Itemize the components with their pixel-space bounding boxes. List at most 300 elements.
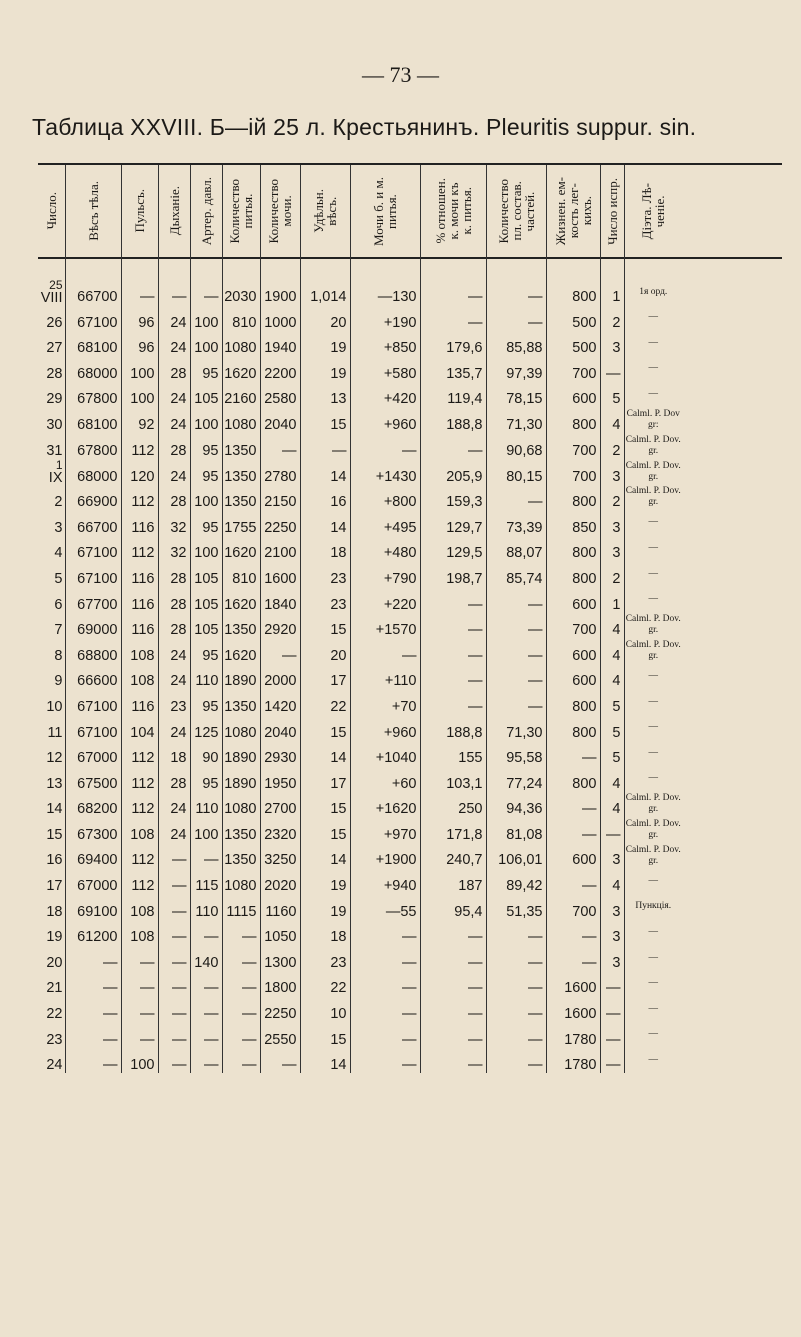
date-cell: 17	[46, 878, 63, 895]
value-cell: 1620	[222, 536, 260, 562]
value-cell: 1600	[546, 971, 600, 997]
date-cell: 1 IX	[48, 458, 63, 485]
value-cell: 24	[158, 715, 190, 741]
value-cell: 5	[600, 715, 624, 741]
table-row	[38, 945, 682, 971]
value-cell: 23	[300, 945, 350, 971]
value-cell: 28	[158, 613, 190, 639]
table-row	[38, 279, 682, 305]
table-row	[38, 382, 682, 408]
column-header-label: Количество питья.	[227, 178, 255, 244]
value-cell: 68000	[65, 356, 121, 382]
value-cell: 205,9	[420, 459, 486, 485]
value-cell: —	[222, 1048, 260, 1074]
date-cell: 6	[54, 596, 63, 613]
value-cell: 81,08	[486, 817, 546, 843]
column-header-label: Діэта. Лѣ- ченіе.	[639, 182, 668, 240]
value-cell: —	[158, 868, 190, 894]
value-cell: —	[222, 996, 260, 1022]
value-cell: 112	[121, 485, 158, 511]
value-cell: —	[350, 1022, 420, 1048]
value-cell: 96	[121, 331, 158, 357]
column-header-label: Дыханіе.	[166, 186, 182, 236]
value-cell: 106,01	[486, 843, 546, 869]
column-header-label: Пульсъ.	[132, 189, 147, 233]
value-cell: 104	[121, 715, 158, 741]
value-cell: —	[350, 1048, 420, 1074]
value-cell: +800	[350, 485, 420, 511]
value-cell: 100	[190, 485, 222, 511]
value-cell: 17	[300, 664, 350, 690]
value-cell: —	[420, 613, 486, 639]
value-cell: +1620	[350, 792, 420, 818]
value-cell: 66700	[65, 279, 121, 305]
value-cell: 100	[121, 382, 158, 408]
value-cell: 18	[158, 741, 190, 767]
date-cell: 18	[46, 903, 63, 920]
value-cell: 3	[600, 536, 624, 562]
value-cell: 67000	[65, 868, 121, 894]
value-cell: 1890	[222, 766, 260, 792]
value-cell: 3	[600, 920, 624, 946]
value-cell: 700	[546, 356, 600, 382]
value-cell: —	[350, 433, 420, 459]
value-cell: —	[158, 843, 190, 869]
column-header	[600, 165, 624, 257]
value-cell: —	[486, 485, 546, 511]
column-header	[121, 165, 158, 257]
value-cell: 85,88	[486, 331, 546, 357]
diet-treatment-cell: —	[624, 996, 682, 1022]
column-header-label: Количество мочи.	[266, 178, 294, 244]
value-cell: 4	[600, 613, 624, 639]
value-cell: —	[121, 996, 158, 1022]
table-row	[38, 1048, 682, 1074]
value-cell: 90	[190, 741, 222, 767]
table-row	[38, 868, 682, 894]
value-cell: +580	[350, 356, 420, 382]
value-cell: —	[486, 638, 546, 664]
table-row	[38, 356, 682, 382]
column-header	[65, 165, 121, 257]
table-row	[38, 996, 682, 1022]
date-cell: 31	[46, 442, 63, 459]
value-cell: 250	[420, 792, 486, 818]
value-cell: 188,8	[420, 715, 486, 741]
value-cell: 28	[158, 485, 190, 511]
value-cell: —	[420, 920, 486, 946]
value-cell: 95,4	[420, 894, 486, 920]
value-cell: —	[420, 279, 486, 305]
value-cell: 19	[300, 331, 350, 357]
diet-treatment-cell: —	[624, 356, 682, 382]
value-cell: 1080	[222, 407, 260, 433]
value-cell: 69100	[65, 894, 121, 920]
table-row	[38, 971, 682, 997]
value-cell: 1115	[222, 894, 260, 920]
column-header-label: Число.	[43, 192, 59, 230]
value-cell: +790	[350, 561, 420, 587]
value-cell: 100	[190, 536, 222, 562]
value-cell: 95	[190, 689, 222, 715]
value-cell: 2780	[260, 459, 300, 485]
value-cell: 1350	[222, 817, 260, 843]
date-cell: 27	[46, 340, 63, 357]
value-cell: 108	[121, 920, 158, 946]
value-cell: 94,36	[486, 792, 546, 818]
value-cell: 1300	[260, 945, 300, 971]
value-cell: 112	[121, 766, 158, 792]
table-row	[38, 485, 682, 511]
value-cell: 15	[300, 817, 350, 843]
column-header-label: Количество пл. состав. частей.	[495, 178, 537, 244]
value-cell: 67100	[65, 536, 121, 562]
value-cell: 800	[546, 689, 600, 715]
value-cell: 112	[121, 843, 158, 869]
value-cell: —	[65, 971, 121, 997]
value-cell: —	[546, 817, 600, 843]
value-cell: —	[546, 741, 600, 767]
page-number: — 73 —	[362, 62, 439, 87]
value-cell: 108	[121, 817, 158, 843]
diet-treatment-cell: —	[624, 587, 682, 613]
value-cell: 67500	[65, 766, 121, 792]
value-cell: 24	[158, 407, 190, 433]
column-header	[624, 165, 682, 257]
value-cell: 5	[600, 689, 624, 715]
date-cell: 22	[46, 1006, 63, 1023]
value-cell: 800	[546, 279, 600, 305]
value-cell: 108	[121, 664, 158, 690]
value-cell: 240,7	[420, 843, 486, 869]
value-cell: 16	[300, 485, 350, 511]
value-cell: 68100	[65, 407, 121, 433]
value-cell: —	[600, 1022, 624, 1048]
value-cell: +1430	[350, 459, 420, 485]
value-cell: —	[486, 305, 546, 331]
value-cell: —	[420, 664, 486, 690]
value-cell: 2250	[260, 996, 300, 1022]
value-cell: 100	[190, 305, 222, 331]
value-cell: —	[420, 433, 486, 459]
value-cell: 116	[121, 587, 158, 613]
value-cell: +420	[350, 382, 420, 408]
value-cell: 116	[121, 689, 158, 715]
value-cell: 13	[300, 382, 350, 408]
value-cell: —	[546, 945, 600, 971]
value-cell: 4	[600, 766, 624, 792]
value-cell: 600	[546, 843, 600, 869]
value-cell: —	[486, 587, 546, 613]
date-cell: 5	[54, 570, 63, 587]
value-cell: —	[420, 305, 486, 331]
column-header	[158, 165, 190, 257]
value-cell: 1350	[222, 843, 260, 869]
value-cell: 800	[546, 407, 600, 433]
value-cell: 1890	[222, 664, 260, 690]
date-cell: 23	[46, 1031, 63, 1048]
value-cell: 68800	[65, 638, 121, 664]
value-cell: 95	[190, 459, 222, 485]
value-cell: 100	[121, 1048, 158, 1074]
value-cell: 2150	[260, 485, 300, 511]
diet-treatment-cell: —	[624, 715, 682, 741]
date-cell: 11	[47, 724, 63, 741]
value-cell: 2320	[260, 817, 300, 843]
value-cell: —	[190, 1022, 222, 1048]
value-cell: 1350	[222, 433, 260, 459]
value-cell: 2700	[260, 792, 300, 818]
value-cell: 4	[600, 638, 624, 664]
table-row	[38, 587, 682, 613]
value-cell: 112	[121, 868, 158, 894]
date-cell: 28	[46, 365, 63, 382]
value-cell: —	[420, 587, 486, 613]
value-cell: 14	[300, 1048, 350, 1074]
value-cell: 66600	[65, 664, 121, 690]
value-cell: —	[121, 1022, 158, 1048]
diet-treatment-cell: —	[624, 1022, 682, 1048]
value-cell: 105	[190, 613, 222, 639]
value-cell: 1620	[222, 587, 260, 613]
value-cell: 1350	[222, 689, 260, 715]
value-cell: 1	[600, 279, 624, 305]
date-cell: 30	[46, 416, 63, 433]
value-cell: 700	[546, 459, 600, 485]
value-cell: 1840	[260, 587, 300, 613]
value-cell: 2	[600, 433, 624, 459]
value-cell: —	[600, 996, 624, 1022]
date-cell: 26	[46, 314, 63, 331]
value-cell: 15	[300, 715, 350, 741]
value-cell: 10	[300, 996, 350, 1022]
value-cell: —	[486, 1022, 546, 1048]
value-cell: —	[600, 356, 624, 382]
value-cell: 115	[190, 868, 222, 894]
value-cell: 2040	[260, 407, 300, 433]
value-cell: 2930	[260, 741, 300, 767]
value-cell: 105	[190, 382, 222, 408]
column-header	[38, 165, 65, 257]
value-cell: 19	[300, 868, 350, 894]
spacer-cell	[624, 257, 682, 279]
value-cell: 67800	[65, 382, 121, 408]
value-cell: 1620	[222, 638, 260, 664]
value-cell: —	[190, 996, 222, 1022]
value-cell: —	[350, 945, 420, 971]
value-cell: —	[65, 1048, 121, 1074]
value-cell: 112	[121, 536, 158, 562]
value-cell: 15	[300, 613, 350, 639]
value-cell: 78,15	[486, 382, 546, 408]
diet-treatment-cell: —	[624, 382, 682, 408]
value-cell: —	[300, 433, 350, 459]
value-cell: 4	[600, 407, 624, 433]
diet-treatment-cell: —	[624, 689, 682, 715]
value-cell: 68200	[65, 792, 121, 818]
value-cell: 73,39	[486, 510, 546, 536]
value-cell: 14	[300, 459, 350, 485]
value-cell: 1780	[546, 1048, 600, 1074]
value-cell: 23	[300, 561, 350, 587]
table-row	[38, 510, 682, 536]
value-cell: 24	[158, 792, 190, 818]
diet-treatment-cell: —	[624, 766, 682, 792]
table-row	[38, 843, 682, 869]
date-cell: 14	[46, 801, 63, 818]
value-cell: 96	[121, 305, 158, 331]
value-cell: —	[260, 638, 300, 664]
spacer-cell	[158, 257, 190, 279]
value-cell: 28	[158, 587, 190, 613]
date-cell: 4	[54, 545, 63, 562]
table-row	[38, 459, 682, 485]
value-cell: 112	[121, 792, 158, 818]
date-cell: 8	[54, 647, 63, 664]
value-cell: —130	[350, 279, 420, 305]
value-cell: 5	[600, 741, 624, 767]
value-cell: 700	[546, 433, 600, 459]
diet-treatment-cell: Calml. P. Dov. gr.	[624, 485, 682, 511]
spacer-cell	[420, 257, 486, 279]
value-cell: 116	[121, 510, 158, 536]
value-cell: 24	[158, 638, 190, 664]
value-cell: 61200	[65, 920, 121, 946]
value-cell: 105	[190, 587, 222, 613]
value-cell: 108	[121, 638, 158, 664]
value-cell: +1900	[350, 843, 420, 869]
value-cell: 2100	[260, 536, 300, 562]
value-cell: 3250	[260, 843, 300, 869]
value-cell: 67700	[65, 587, 121, 613]
table-row	[38, 613, 682, 639]
value-cell: 103,1	[420, 766, 486, 792]
value-cell: 2160	[222, 382, 260, 408]
diet-treatment-cell: Calml. P. Dov. gr.	[624, 792, 682, 818]
value-cell: 1780	[546, 1022, 600, 1048]
value-cell: 1080	[222, 792, 260, 818]
column-header-label: Мочи б. и м. питья.	[371, 176, 399, 246]
value-cell: 67100	[65, 561, 121, 587]
diet-treatment-cell: —	[624, 868, 682, 894]
value-cell: —	[222, 1022, 260, 1048]
diet-treatment-cell: —	[624, 305, 682, 331]
diet-treatment-cell: —	[624, 971, 682, 997]
value-cell: 71,30	[486, 715, 546, 741]
value-cell: —	[600, 1048, 624, 1074]
value-cell: 1080	[222, 331, 260, 357]
diet-treatment-cell: Calml. P. Dov. gr.	[624, 843, 682, 869]
date-cell: 21	[46, 980, 63, 997]
spacer-cell	[190, 257, 222, 279]
value-cell: —	[350, 996, 420, 1022]
value-cell: 24	[158, 382, 190, 408]
diet-treatment-cell: Calml. P. Dov. gr.	[624, 817, 682, 843]
table-row	[38, 1022, 682, 1048]
column-header	[300, 165, 350, 257]
date-cell: 15	[46, 826, 63, 843]
value-cell: —	[600, 817, 624, 843]
value-cell: 116	[121, 561, 158, 587]
date-cell: 16	[46, 852, 63, 869]
value-cell: 850	[546, 510, 600, 536]
value-cell: 28	[158, 356, 190, 382]
value-cell: 135,7	[420, 356, 486, 382]
value-cell: 1620	[222, 356, 260, 382]
diet-treatment-cell: —	[624, 945, 682, 971]
value-cell: 67800	[65, 433, 121, 459]
value-cell: —	[420, 996, 486, 1022]
value-cell: 18	[300, 920, 350, 946]
value-cell: 66900	[65, 485, 121, 511]
column-header-label: Жизнен. ем- кость лег- кихъ.	[552, 176, 594, 246]
table-row	[38, 766, 682, 792]
value-cell: 1600	[260, 561, 300, 587]
value-cell: 129,7	[420, 510, 486, 536]
value-cell: 15	[300, 792, 350, 818]
value-cell: 22	[300, 971, 350, 997]
value-cell: 600	[546, 382, 600, 408]
value-cell: 66700	[65, 510, 121, 536]
date-cell: 19	[46, 929, 63, 946]
value-cell: 4	[600, 664, 624, 690]
value-cell: —55	[350, 894, 420, 920]
value-cell: —	[121, 945, 158, 971]
value-cell: —	[65, 996, 121, 1022]
value-cell: 1	[600, 587, 624, 613]
date-cell: 20	[46, 954, 63, 971]
value-cell: —	[158, 894, 190, 920]
value-cell: 810	[222, 305, 260, 331]
value-cell: —	[486, 971, 546, 997]
column-header	[420, 165, 486, 257]
value-cell: 500	[546, 305, 600, 331]
value-cell: —	[158, 1048, 190, 1074]
value-cell: 67100	[65, 305, 121, 331]
value-cell: 112	[121, 741, 158, 767]
value-cell: 110	[190, 792, 222, 818]
value-cell: +110	[350, 664, 420, 690]
value-cell: 24	[158, 664, 190, 690]
value-cell: 17	[300, 766, 350, 792]
value-cell: 5	[600, 382, 624, 408]
value-cell: —	[546, 792, 600, 818]
value-cell: 100	[190, 407, 222, 433]
value-cell: 23	[158, 689, 190, 715]
value-cell: —	[420, 1022, 486, 1048]
value-cell: 67000	[65, 741, 121, 767]
value-cell: —	[190, 843, 222, 869]
value-cell: 4	[600, 792, 624, 818]
date-cell: 7	[54, 622, 63, 639]
spacer-cell	[65, 257, 121, 279]
value-cell: 3	[600, 459, 624, 485]
value-cell: 95	[190, 766, 222, 792]
value-cell: 600	[546, 664, 600, 690]
value-cell: —	[158, 1022, 190, 1048]
value-cell: 23	[300, 587, 350, 613]
value-cell: 1755	[222, 510, 260, 536]
value-cell: 95	[190, 510, 222, 536]
value-cell: +960	[350, 407, 420, 433]
value-cell: —	[486, 1048, 546, 1074]
table-row	[38, 741, 682, 767]
spacer-cell	[222, 257, 260, 279]
value-cell: 71,30	[486, 407, 546, 433]
diet-treatment-cell: 1я орд.	[624, 279, 682, 305]
spacer-cell	[600, 257, 624, 279]
value-cell: 15	[300, 407, 350, 433]
